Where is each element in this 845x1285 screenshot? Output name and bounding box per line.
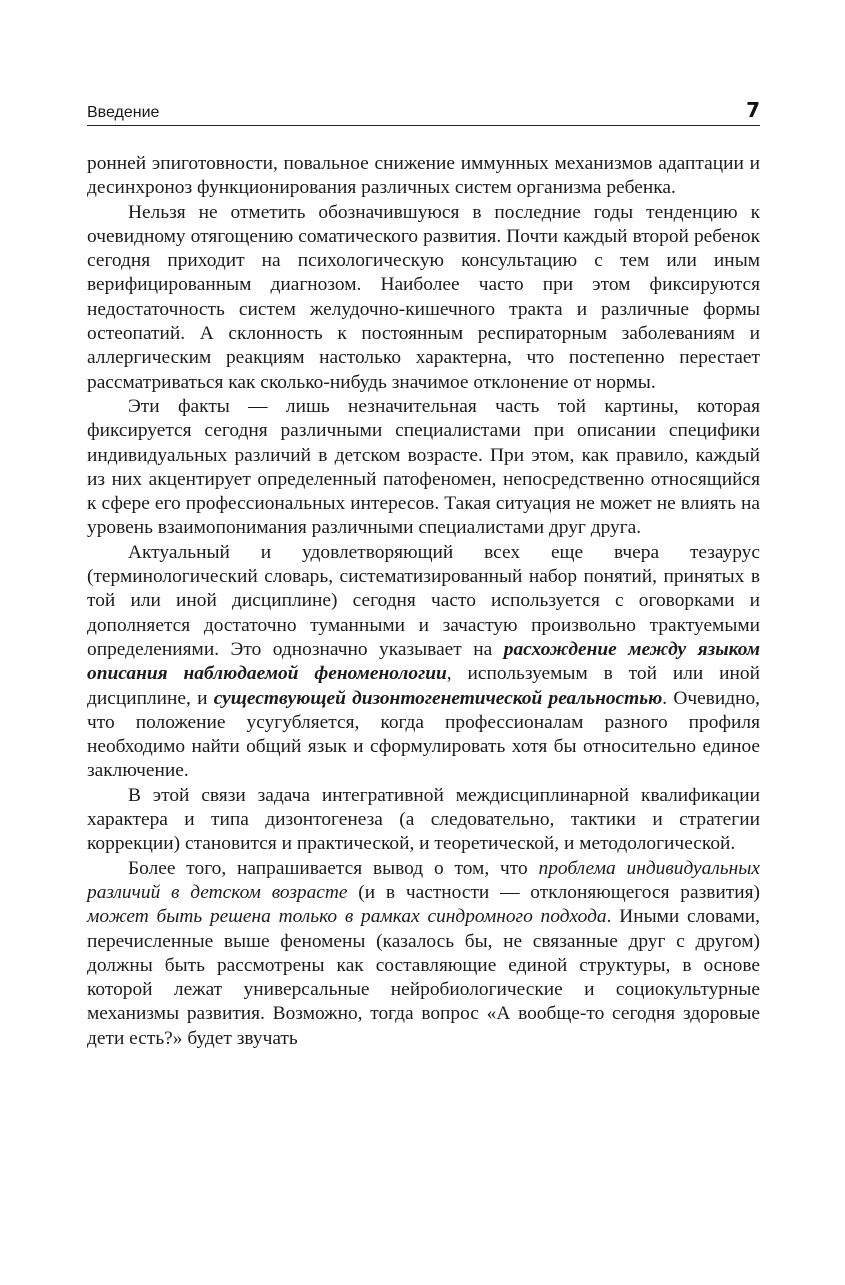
- paragraph-5: В этой связи задача интегративной междисциплинарной квалификации характера и типа дизонтогенеза (а следовательно, тактики и стратегии коррекции) становится и практической, и теоретической, и методологической.: [87, 784, 760, 855]
- paragraph-4-text-1: Актуальный и удовлетворяющий всех еще вчера тезаурус (терминологический словарь, систематизированный набор понятий, принятых в той или иной дисциплине) сегодня часто используется с оговорками и дополняется достаточно туманными и зачастую произвольно трактуемыми определениями. Это однозначно указывает на: [87, 541, 760, 660]
- page-header: [87, 96, 760, 126]
- paragraph-6-text-3: . Иными словами, перечисленные выше феномены (казалось бы, не связанные друг с другом) должны быть рассмотрены как составляющие единой структуры, в основе которой лежат универсальные нейробиологические и социокультурные механизмы развития. Возможно, тогда вопрос «А вообще-то сегодня здоровые дети есть?» будет звучать: [87, 906, 760, 1049]
- body-text: [87, 152, 760, 1051]
- paragraph-3: Эти факты — лишь незначительная часть той картины, которая фиксируется сегодня различными специалистами при описании специфики индивидуальных различий в детском возрасте. При этом, как правило, каждый из них акцентирует определенный патофеномен, непосредственно относящийся к сфере его профессиональных интересов. Такая ситуация не может не влиять на уровень взаимопонимания различными специалистами друг друга.: [87, 395, 760, 539]
- paragraph-4-text-3: . Очевидно, что положение усугубляется, когда профессионалам разного профиля необходимо найти общий язык и сформулировать хотя бы относительно единое заключение.: [87, 687, 760, 782]
- italic-individual-differences: проблема индивидуальных различий в детском возрасте: [87, 857, 760, 903]
- running-title: Введение: [87, 104, 160, 121]
- emphasis-dysontogenetic-reality: существующей дизонтогенетической реальностью: [213, 687, 663, 709]
- italic-syndromic-approach: может быть решена только в рамках синдромного подхода: [87, 906, 607, 928]
- paragraph-1: ронней эпиготовности, повальное снижение иммунных механизмов адаптации и десинхроноз функционирования различных систем организма ребенка.: [87, 153, 760, 199]
- paragraph-4: [87, 541, 760, 784]
- paragraph-4-text-2: , используемым в той или иной дисциплине, и: [87, 663, 760, 709]
- page-number: 7: [746, 98, 760, 122]
- emphasis-divergence: расхождение между языком описания наблюдаемой феноменологии: [87, 638, 760, 685]
- book-page: [87, 96, 760, 1051]
- paragraph-6-text-1: Более того, напрашивается вывод о том, что: [128, 857, 539, 879]
- paragraph-6-text-2: (и в частности — отклоняющегося развития): [347, 881, 760, 903]
- paragraph-2: Нельзя не отметить обозначившуюся в последние годы тенденцию к очевидному отягощению соматического развития. Почти каждый второй ребенок сегодня приходит на психологическую консультацию с тем или иным верифицированным диагнозом. Наиболее часто при этом фиксируются недостаточность систем желудочно-кишечного тракта и различные формы остеопатий. А склонность к постоянным респираторным заболеваниям и аллергическим реакциям настолько характерна, что постепенно перестает рассматриваться как сколько-нибудь значимое отклонение от нормы.: [87, 201, 760, 393]
- paragraph-6: [87, 857, 760, 1051]
